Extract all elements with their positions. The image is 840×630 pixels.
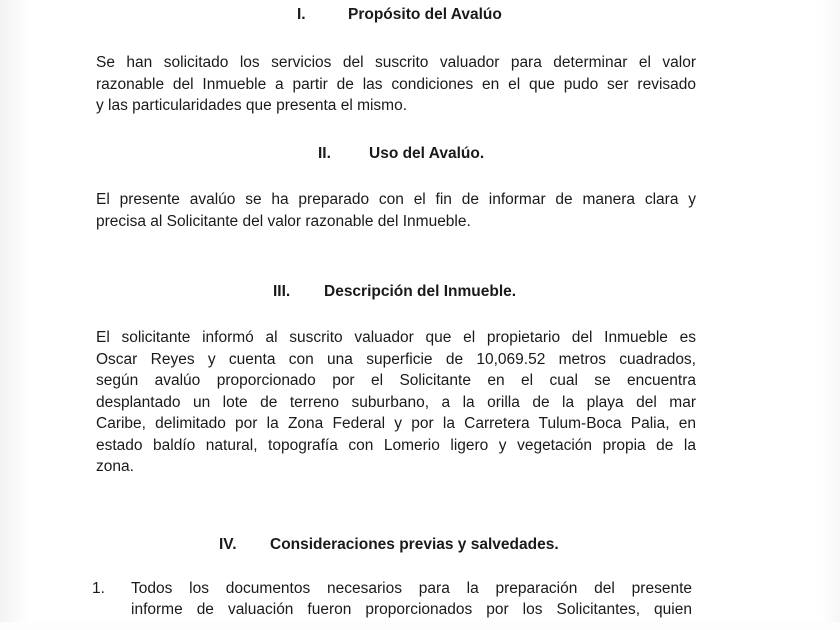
section-number: I. bbox=[297, 6, 306, 23]
section-paragraph-3 bbox=[96, 327, 696, 478]
section-title: Propósito del Avalúo bbox=[348, 6, 502, 23]
section-number: II. bbox=[318, 145, 331, 162]
text-line: según avalúo proporcionado por el Solicitante en el cual se encuentra bbox=[96, 372, 696, 389]
text-line: razonable del Inmueble a partir de las condiciones en el que pudo ser revisado bbox=[96, 75, 696, 93]
section-title: Uso del Avalúo. bbox=[369, 145, 485, 162]
section-title: Descripción del Inmueble. bbox=[324, 283, 517, 300]
section-title: Consideraciones previas y salvedades. bbox=[270, 536, 559, 553]
text-line: Se han solicitado los servicios del suscrito valuador para determinar el valor bbox=[96, 54, 696, 71]
text-line: desplantado un lote de terreno suburbano, a la orilla de la playa del mar bbox=[96, 393, 696, 411]
page-cutoff bbox=[0, 622, 840, 630]
list-item-body bbox=[131, 578, 692, 620]
text-line: El solicitante informó al suscrito valuador que el propietario del Inmueble es bbox=[96, 329, 696, 346]
section-paragraph-2 bbox=[96, 189, 696, 232]
list-marker: 1. bbox=[92, 580, 105, 597]
text-line: y las particularidades que presenta el mismo. bbox=[96, 97, 408, 114]
section-paragraph-1 bbox=[96, 52, 696, 117]
section-number: III. bbox=[273, 283, 291, 300]
text-line: informe de valuación fueron proporcionados por los Solicitantes, quien bbox=[131, 601, 692, 618]
text-line: zona. bbox=[96, 458, 134, 475]
text-line: precisa al Solicitante del valor razonable del Inmueble. bbox=[96, 212, 471, 230]
text-line: estado baldío natural, topografía con Lomerio ligero y vegetación propia de la bbox=[96, 436, 696, 454]
section-number: IV. bbox=[219, 536, 237, 553]
text-line: Oscar Reyes y cuenta con una superficie de 10,069.52 metros cuadrados, bbox=[96, 350, 696, 368]
text-line: Caribe, delimitado por la Zona Federal y por la Carretera Tulum-Boca Palia, en bbox=[96, 415, 696, 432]
text-line: Todos los documentos necesarios para la preparación del presente bbox=[131, 580, 692, 597]
text-line: El presente avalúo se ha preparado con el fin de informar de manera clara y bbox=[96, 191, 696, 208]
